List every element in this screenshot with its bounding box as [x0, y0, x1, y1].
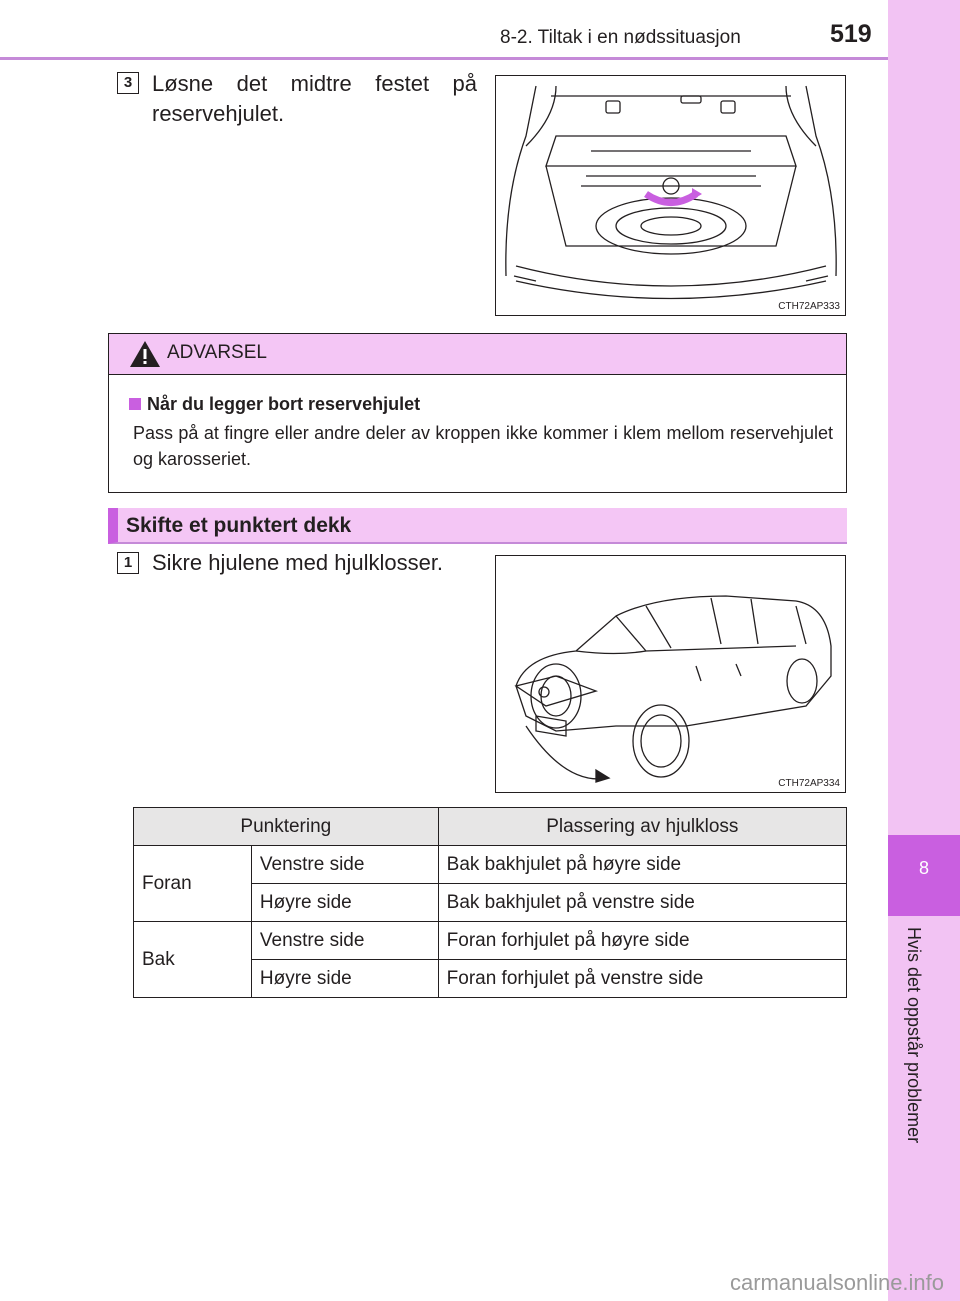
table-header-cell: Plassering av hjulkloss: [438, 808, 846, 846]
step-3-text: Løsne det midtre festet på reservehjulet.: [152, 71, 477, 126]
trunk-illustration-svg: [496, 76, 846, 316]
car-wheel-chock-illustration: [495, 555, 846, 793]
table-cell: Høyre side: [251, 960, 438, 998]
wheel-chock-table: [133, 807, 847, 998]
chapter-side-tab: [888, 0, 960, 1301]
table-cell: Venstre side: [251, 846, 438, 884]
warning-subtitle-text: Når du legger bort reservehjulet: [147, 394, 421, 414]
header-divider: [0, 57, 888, 60]
table-cell: Venstre side: [251, 922, 438, 960]
warning-triangle-icon: [129, 340, 161, 368]
table-cell: Bak bakhjulet på venstre side: [438, 884, 846, 922]
bullet-square-icon: [129, 398, 141, 410]
table-group-label: Foran: [134, 846, 252, 922]
table-cell: Foran forhjulet på venstre side: [438, 960, 846, 998]
warning-box: [108, 333, 847, 493]
table-header-cell: Punktering: [134, 808, 439, 846]
section-title: 8-2. Tiltak i en nødssituasjon: [500, 27, 741, 48]
step-1-text: Sikre hjulene med hjulklosser.: [152, 550, 444, 575]
table-group-label: Bak: [134, 922, 252, 998]
warning-header: [109, 334, 846, 375]
figure-code-334: CTH72AP334: [778, 778, 840, 789]
section-heading: Skifte et punktert dekk: [126, 514, 352, 537]
warning-title: ADVARSEL: [167, 342, 267, 363]
step-number-3: 3: [117, 72, 139, 94]
watermark: carmanualsonline.info: [730, 1270, 945, 1295]
table-row: [134, 846, 847, 884]
section-heading-band: [108, 508, 847, 544]
table-cell: Bak bakhjulet på høyre side: [438, 846, 846, 884]
trunk-spare-wheel-illustration: [495, 75, 846, 316]
table-cell: Høyre side: [251, 884, 438, 922]
page-number: 519: [830, 20, 872, 48]
chapter-title: Hvis det oppstår problemer: [904, 927, 924, 1144]
chapter-number: 8: [918, 858, 929, 878]
warning-body: Pass på at fingre eller andre deler av kroppen ikke kommer i klem mellom reservehjulet og karosseriet.: [133, 423, 833, 469]
step-number-1: 1: [117, 552, 139, 574]
figure-code-333: CTH72AP333: [778, 301, 840, 312]
warning-subtitle: [129, 394, 420, 415]
table-cell: Foran forhjulet på høyre side: [438, 922, 846, 960]
table-header-row: [134, 808, 847, 846]
table-row: [134, 922, 847, 960]
car-illustration-svg: [496, 556, 846, 793]
